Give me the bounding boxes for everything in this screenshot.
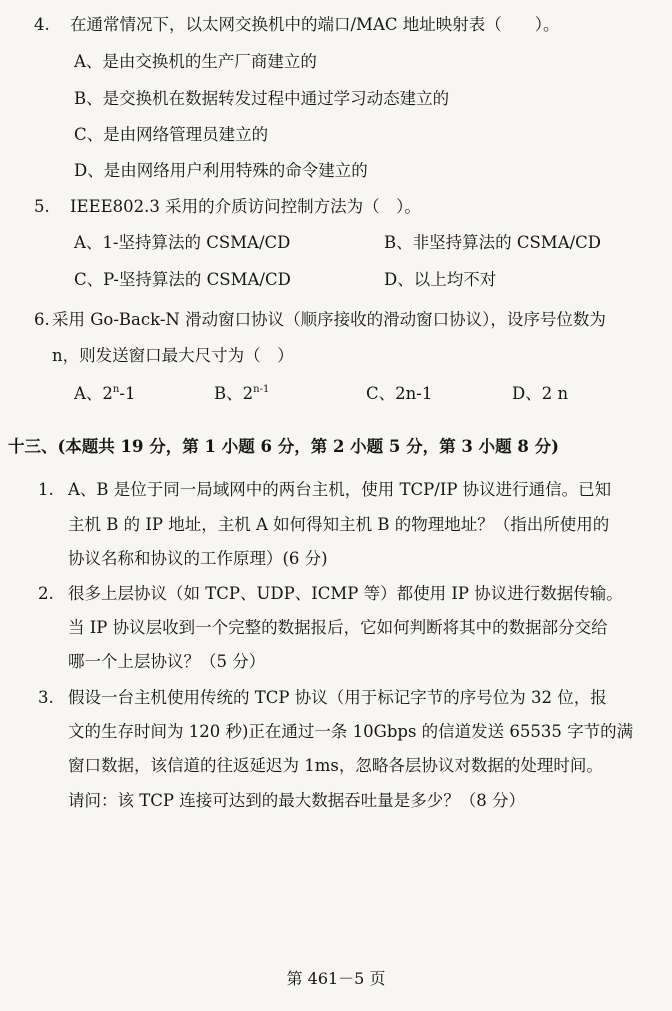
s13-q3-number: 3. [38,688,54,707]
q6-option-a: A、2$^n$-1 [74,384,136,403]
s13-q3-line1: 假设一台主机使用传统的 TCP 协议（用于标记字节的序号位为 32 位，报 [68,688,607,707]
q4-option-c: C、是由网络管理员建立的 [74,125,269,144]
q6-stem-line1: 采用 Go-Back-N 滑动窗口协议（顺序接收的滑动窗口协议），设序号位数为 [52,310,606,329]
s13-q2-line2: 当 IP 协议层收到一个完整的数据报后，它如何判断将其中的数据部分交给 [68,618,608,637]
page-footer: 第 461－5 页 [286,969,386,988]
s13-q3-line2: 文的生存时间为 120 秒)正在通过一条 10Gbps 的信道发送 65535 字节的满 [68,722,634,741]
s13-q1-number: 1. [38,480,54,499]
s13-q1-line3: 协议名称和协议的工作原理）(6 分) [68,549,328,568]
q5-number: 5. [34,197,50,216]
s13-q1-line2: 主机 B 的 IP 地址，主机 A 如何得知主机 B 的物理地址？（指出所使用的 [68,515,610,534]
q5-option-a: A、1-坚持算法的 CSMA/CD [74,233,291,252]
q5-option-c: C、P-坚持算法的 CSMA/CD [74,270,291,289]
s13-q3-line4: 请问：该 TCP 连接可达到的最大数据吞吐量是多少？（8 分） [68,791,525,810]
q4-option-a: A、是由交换机的生产厂商建立的 [74,52,317,71]
s13-q2-line3: 哪一个上层协议？（5 分） [68,652,266,671]
q4-option-d: D、是由网络用户利用特殊的命令建立的 [74,161,368,180]
q6-option-b: B、2$^{n-1}$ [214,384,270,403]
s13-q2-number: 2. [38,584,54,603]
section-13-title: 十三、(本题共 19 分，第 1 小题 6 分，第 2 小题 5 分，第 3 小题 8 分) [8,437,559,456]
q4-stem: 在通常情况下，以太网交换机中的端口/MAC 地址映射表（ ）。 [70,15,560,34]
q4-number: 4. [34,15,50,34]
s13-q1-line1: A、B 是位于同一局域网中的两台主机，使用 TCP/IP 协议进行通信。已知 [68,480,612,499]
s13-q2-line1: 很多上层协议（如 TCP、UDP、ICMP 等）都使用 IP 协议进行数据传输。 [68,584,623,603]
q4-option-b: B、是交换机在数据转发过程中通过学习动态建立的 [74,89,450,108]
q5-option-d: D、以上均不对 [384,270,497,289]
s13-q3-line3: 窗口数据，该信道的往返延迟为 1ms，忽略各层协议对数据的处理时间。 [68,756,603,775]
q6-stem-line2: n，则发送窗口最大尺寸为（ ） [52,346,294,365]
q5-stem: IEEE802.3 采用的介质访问控制方法为（ ）。 [70,197,421,216]
q6-option-c: C、2n-1 [366,384,433,403]
q5-option-b: B、非坚持算法的 CSMA/CD [384,233,602,252]
q6-option-d: D、2 n [512,384,569,403]
q6-number: 6. [34,310,50,329]
